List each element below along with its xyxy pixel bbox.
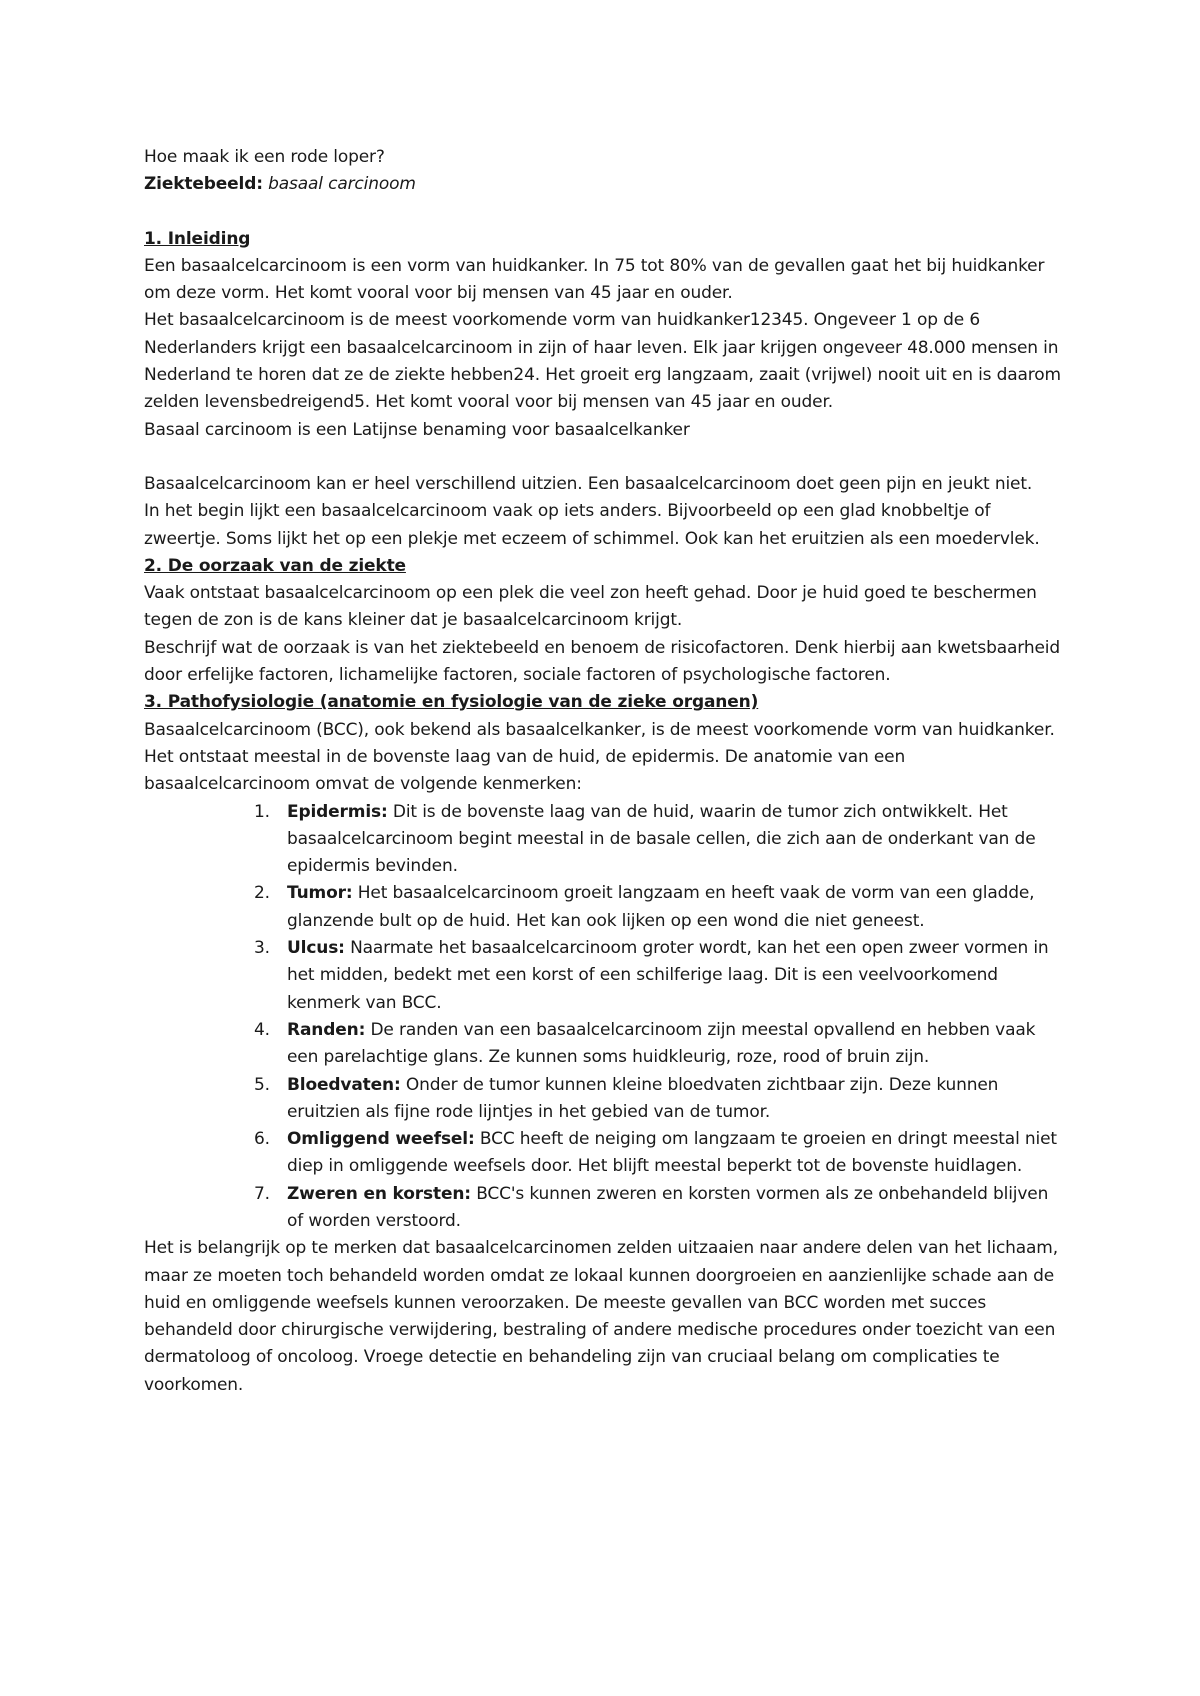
list-number: 2. bbox=[254, 883, 270, 904]
paragraph: Beschrijf wat de oorzaak is van het ziektebeeld en benoem de risicofactoren. Denk hierbij aan kwetsbaarheid door erfelijke factoren, lichamelijke factoren, sociale factoren of psychologische factoren. bbox=[144, 637, 1060, 686]
list-text: De randen van een basaalcelcarcinoom zijn meestal opvallend en hebben vaak een parelachtige glans. Ze kunnen soms huidkleurig, roze, rood of bruin zijn. bbox=[287, 1019, 1036, 1068]
list-number: 6. bbox=[254, 1129, 270, 1150]
paragraph: Basaal carcinoom is een Latijnse benaming voor basaalcelkanker bbox=[144, 419, 690, 440]
list-text: BCC heeft de neiging om langzaam te groeien en dringt meestal niet diep in omliggende weefsels door. Het blijft meestal beperkt tot de bovenste huidlagen. bbox=[287, 1129, 1057, 1177]
ziektebeeld-value: basaal carcinoom bbox=[268, 174, 416, 195]
section-heading-1: 1. Inleiding bbox=[144, 228, 251, 249]
ziektebeeld-label: Ziektebeeld: bbox=[144, 174, 263, 195]
list-item bbox=[144, 1181, 1064, 1236]
list-item bbox=[144, 1126, 1064, 1181]
list-number: 4. bbox=[254, 1019, 270, 1040]
list-term: Tumor: bbox=[287, 883, 353, 904]
list-number: 7. bbox=[254, 1183, 270, 1204]
list-text: Het basaalcelcarcinoom groeit langzaam en heeft vaak de vorm van een gladde, glanzende bult op de huid. Het kan ook lijken op een wond die niet geneest. bbox=[287, 883, 1035, 931]
spacer bbox=[144, 199, 1064, 226]
question-line: Hoe maak ik een rode loper? bbox=[144, 147, 385, 167]
paragraph: Basaalcelcarcinoom kan er heel verschillend uitzien. Een basaalcelcarcinoom doet geen pijn en jeukt niet. bbox=[144, 473, 1033, 494]
list-term: Bloedvaten: bbox=[287, 1074, 401, 1095]
list-text: BCC's kunnen zweren en korsten vormen als ze onbehandeld blijven of worden verstoord. bbox=[287, 1183, 1049, 1231]
list-term: Randen: bbox=[287, 1019, 366, 1040]
section-heading-2: 2. De oorzaak van de ziekte bbox=[144, 555, 406, 576]
list-text: Onder de tumor kunnen kleine bloedvaten zichtbaar zijn. Deze kunnen eruitzien als fijne rode lijntjes in het gebied van de tumor. bbox=[287, 1074, 999, 1122]
list-text: Dit is de bovenste laag van de huid, waarin de tumor zich ontwikkelt. Het basaalcelcarcinoom begint meestal in de basale cellen, die zich aan de onderkant van de epidermis bevinden. bbox=[287, 801, 1036, 877]
list-number: 3. bbox=[254, 938, 270, 959]
paragraph: Het basaalcelcarcinoom is de meest voorkomende vorm van huidkanker12345. Ongeveer 1 op de 6 Nederlanders krijgt een basaalcelcarcinoom in zijn of haar leven. Elk jaar krijgen ongeveer 48.000 mensen in Nederland te horen dat ze de ziekte hebben24. Het groeit erg langzaam, zaait (vrijwel) nooit uit en is daarom zelden levensbedreigend5. Het komt vooral voor bij mensen van 45 jaar en ouder. bbox=[144, 310, 1061, 413]
list-term: Zweren en korsten: bbox=[287, 1183, 471, 1204]
list-number: 5. bbox=[254, 1074, 270, 1095]
document-page bbox=[144, 144, 1064, 1399]
paragraph: Vaak ontstaat basaalcelcarcinoom op een plek die veel zon heeft gehad. Door je huid goed te beschermen tegen de zon is de kans kleiner dat je basaalcelcarcinoom krijgt. bbox=[144, 583, 1037, 631]
paragraph: Een basaalcelcarcinoom is een vorm van huidkanker. In 75 tot 80% van de gevallen gaat het bij huidkanker om deze vorm. Het komt vooral voor bij mensen van 45 jaar en ouder. bbox=[144, 255, 1045, 304]
list-item bbox=[144, 799, 1064, 881]
paragraph: Het is belangrijk op te merken dat basaalcelcarcinomen zelden uitzaaien naar andere delen van het lichaam, maar ze moeten toch behandeld worden omdat ze lokaal kunnen doorgroeien en aanzienlijke schade aan de huid en omliggende weefsels kunnen veroorzaken. De meeste gevallen van BCC worden met succes behandeld door chirurgische verwijdering, bestraling of andere medische procedures onder toezicht van een dermatoloog of oncoloog. Vroege detectie en behandeling zijn van cruciaal belang om complicaties te voorkomen. bbox=[144, 1238, 1058, 1395]
section-heading-3: 3. Pathofysiologie (anatomie en fysiologie van de zieke organen) bbox=[144, 692, 759, 713]
ziektebeeld-line bbox=[144, 171, 1064, 198]
list-item bbox=[144, 880, 1064, 935]
list-item bbox=[144, 935, 1064, 1017]
spacer bbox=[144, 444, 1064, 471]
list-text: Naarmate het basaalcelcarcinoom groter wordt, kan het een open zweer vormen in het midden, bedekt met een korst of een schilferige laag. Dit is een veelvoorkomend kenmerk van BCC. bbox=[287, 938, 1049, 1013]
list-item bbox=[144, 1072, 1064, 1127]
list-term: Epidermis: bbox=[287, 801, 388, 822]
paragraph: In het begin lijkt een basaalcelcarcinoom vaak op iets anders. Bijvoorbeeld op een glad knobbeltje of zweertje. Soms lijkt het op een plekje met eczeem of schimmel. Ook kan het eruitzien als een moedervlek. bbox=[144, 501, 1040, 549]
list-item bbox=[144, 1017, 1064, 1072]
list-term: Omliggend weefsel: bbox=[287, 1129, 475, 1150]
list-number: 1. bbox=[254, 801, 270, 822]
list-term: Ulcus: bbox=[287, 938, 345, 959]
paragraph: Basaalcelcarcinoom (BCC), ook bekend als basaalcelkanker, is de meest voorkomende vorm van huidkanker. Het ontstaat meestal in de bovenste laag van de huid, de epidermis. De anatomie van een basaalcelcarcinoom omvat de volgende kenmerken: bbox=[144, 719, 1055, 795]
features-list bbox=[144, 799, 1064, 1236]
